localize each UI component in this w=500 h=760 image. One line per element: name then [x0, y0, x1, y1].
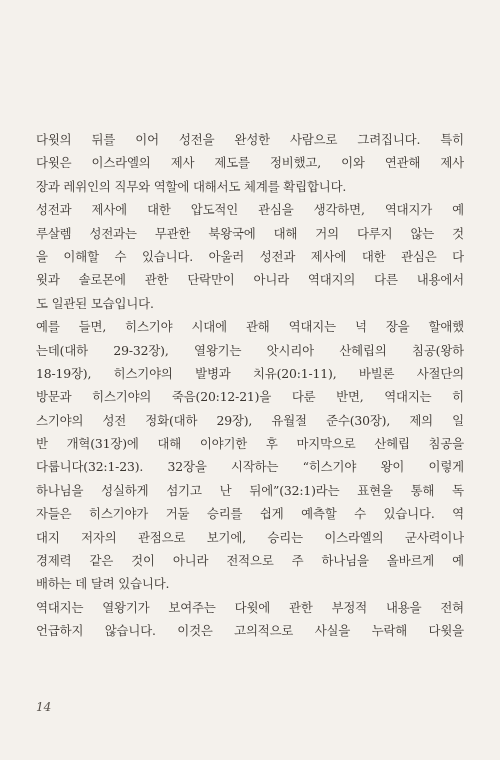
text-line: 자들은 히스기야가 거둘 승리를 쉽게 예측할 수 있습니다. 역	[36, 506, 464, 522]
text-line: 다윗의 뒤를 이어 성전을 완성한 사람으로 그려집니다. 특히	[36, 132, 464, 147]
text-line: 는데(대하 29-32장), 열왕기는 앗시리아 산헤립의 침공(왕하	[36, 342, 464, 358]
text-line: 예를 들면, 히스기야 시대에 관해 역대지는 넉 장을 할애했	[36, 319, 464, 335]
text-line: 18-19장), 히스기야의 발병과 치유(20:1-11), 바빌론 사절단의	[36, 365, 464, 381]
page-number: 14	[36, 700, 52, 714]
text-line: 장과 레위인의 직무와 역할에 대해서도 체계를 확립합니다.	[36, 178, 347, 194]
text-line: 윗과 솔로몬에 관한 단락만이 아니라 역대지의 다른 내용에서	[36, 272, 464, 288]
text-line: 도 일관된 모습입니다.	[36, 295, 154, 311]
text-line: 스기야의 성전 정화(대하 29장), 유월절 준수(30장), 제의 일	[36, 412, 464, 428]
text-line: 다룹니다(32:1-23). 32장을 시작하는 “히스기야 왕이 이렇게	[36, 459, 464, 475]
text-line: 을 이해할 수 있습니다. 아울러 성전과 제사에 대한 관심은 다	[36, 248, 464, 264]
text-line: 경제력 같은 것이 아니라 전적으로 주 하나님을 올바르게 예	[36, 553, 464, 569]
text-line: 성전과 제사에 대한 압도적인 관심을 생각하면, 역대지가 예	[36, 202, 464, 218]
text-line: 언급하지 않습니다. 이것은 고의적으로 사실을 누락해 다윗을	[36, 623, 464, 639]
text-line: 방문과 히스기야의 죽음(20:12-21)을 다룬 반면, 역대지는 히	[36, 389, 464, 405]
text-line: 하나님을 성실하게 섬기고 난 뒤에”(32:1)라는 표현을 통해 독	[36, 482, 464, 498]
text-line: 반 개혁(31장)에 대해 이야기한 후 마지막으로 산헤립 침공을	[36, 436, 464, 452]
text-line: 배하는 데 달려 있습니다.	[36, 576, 170, 592]
text-line: 대지 저자의 관점으로 보기에, 승리는 이스라엘의 군사력이나	[36, 529, 464, 545]
body-text	[36, 128, 464, 643]
text-line: 다윗은 이스라엘의 제사 제도를 정비했고, 이와 연관해 제사	[36, 155, 464, 171]
text-line: 역대지는 열왕기가 보여주는 다윗에 관한 부정적 내용을 전혀	[36, 599, 464, 615]
text-line: 루살렘 성전과는 무관한 북왕국에 대해 거의 다루지 않는 것	[36, 225, 464, 241]
